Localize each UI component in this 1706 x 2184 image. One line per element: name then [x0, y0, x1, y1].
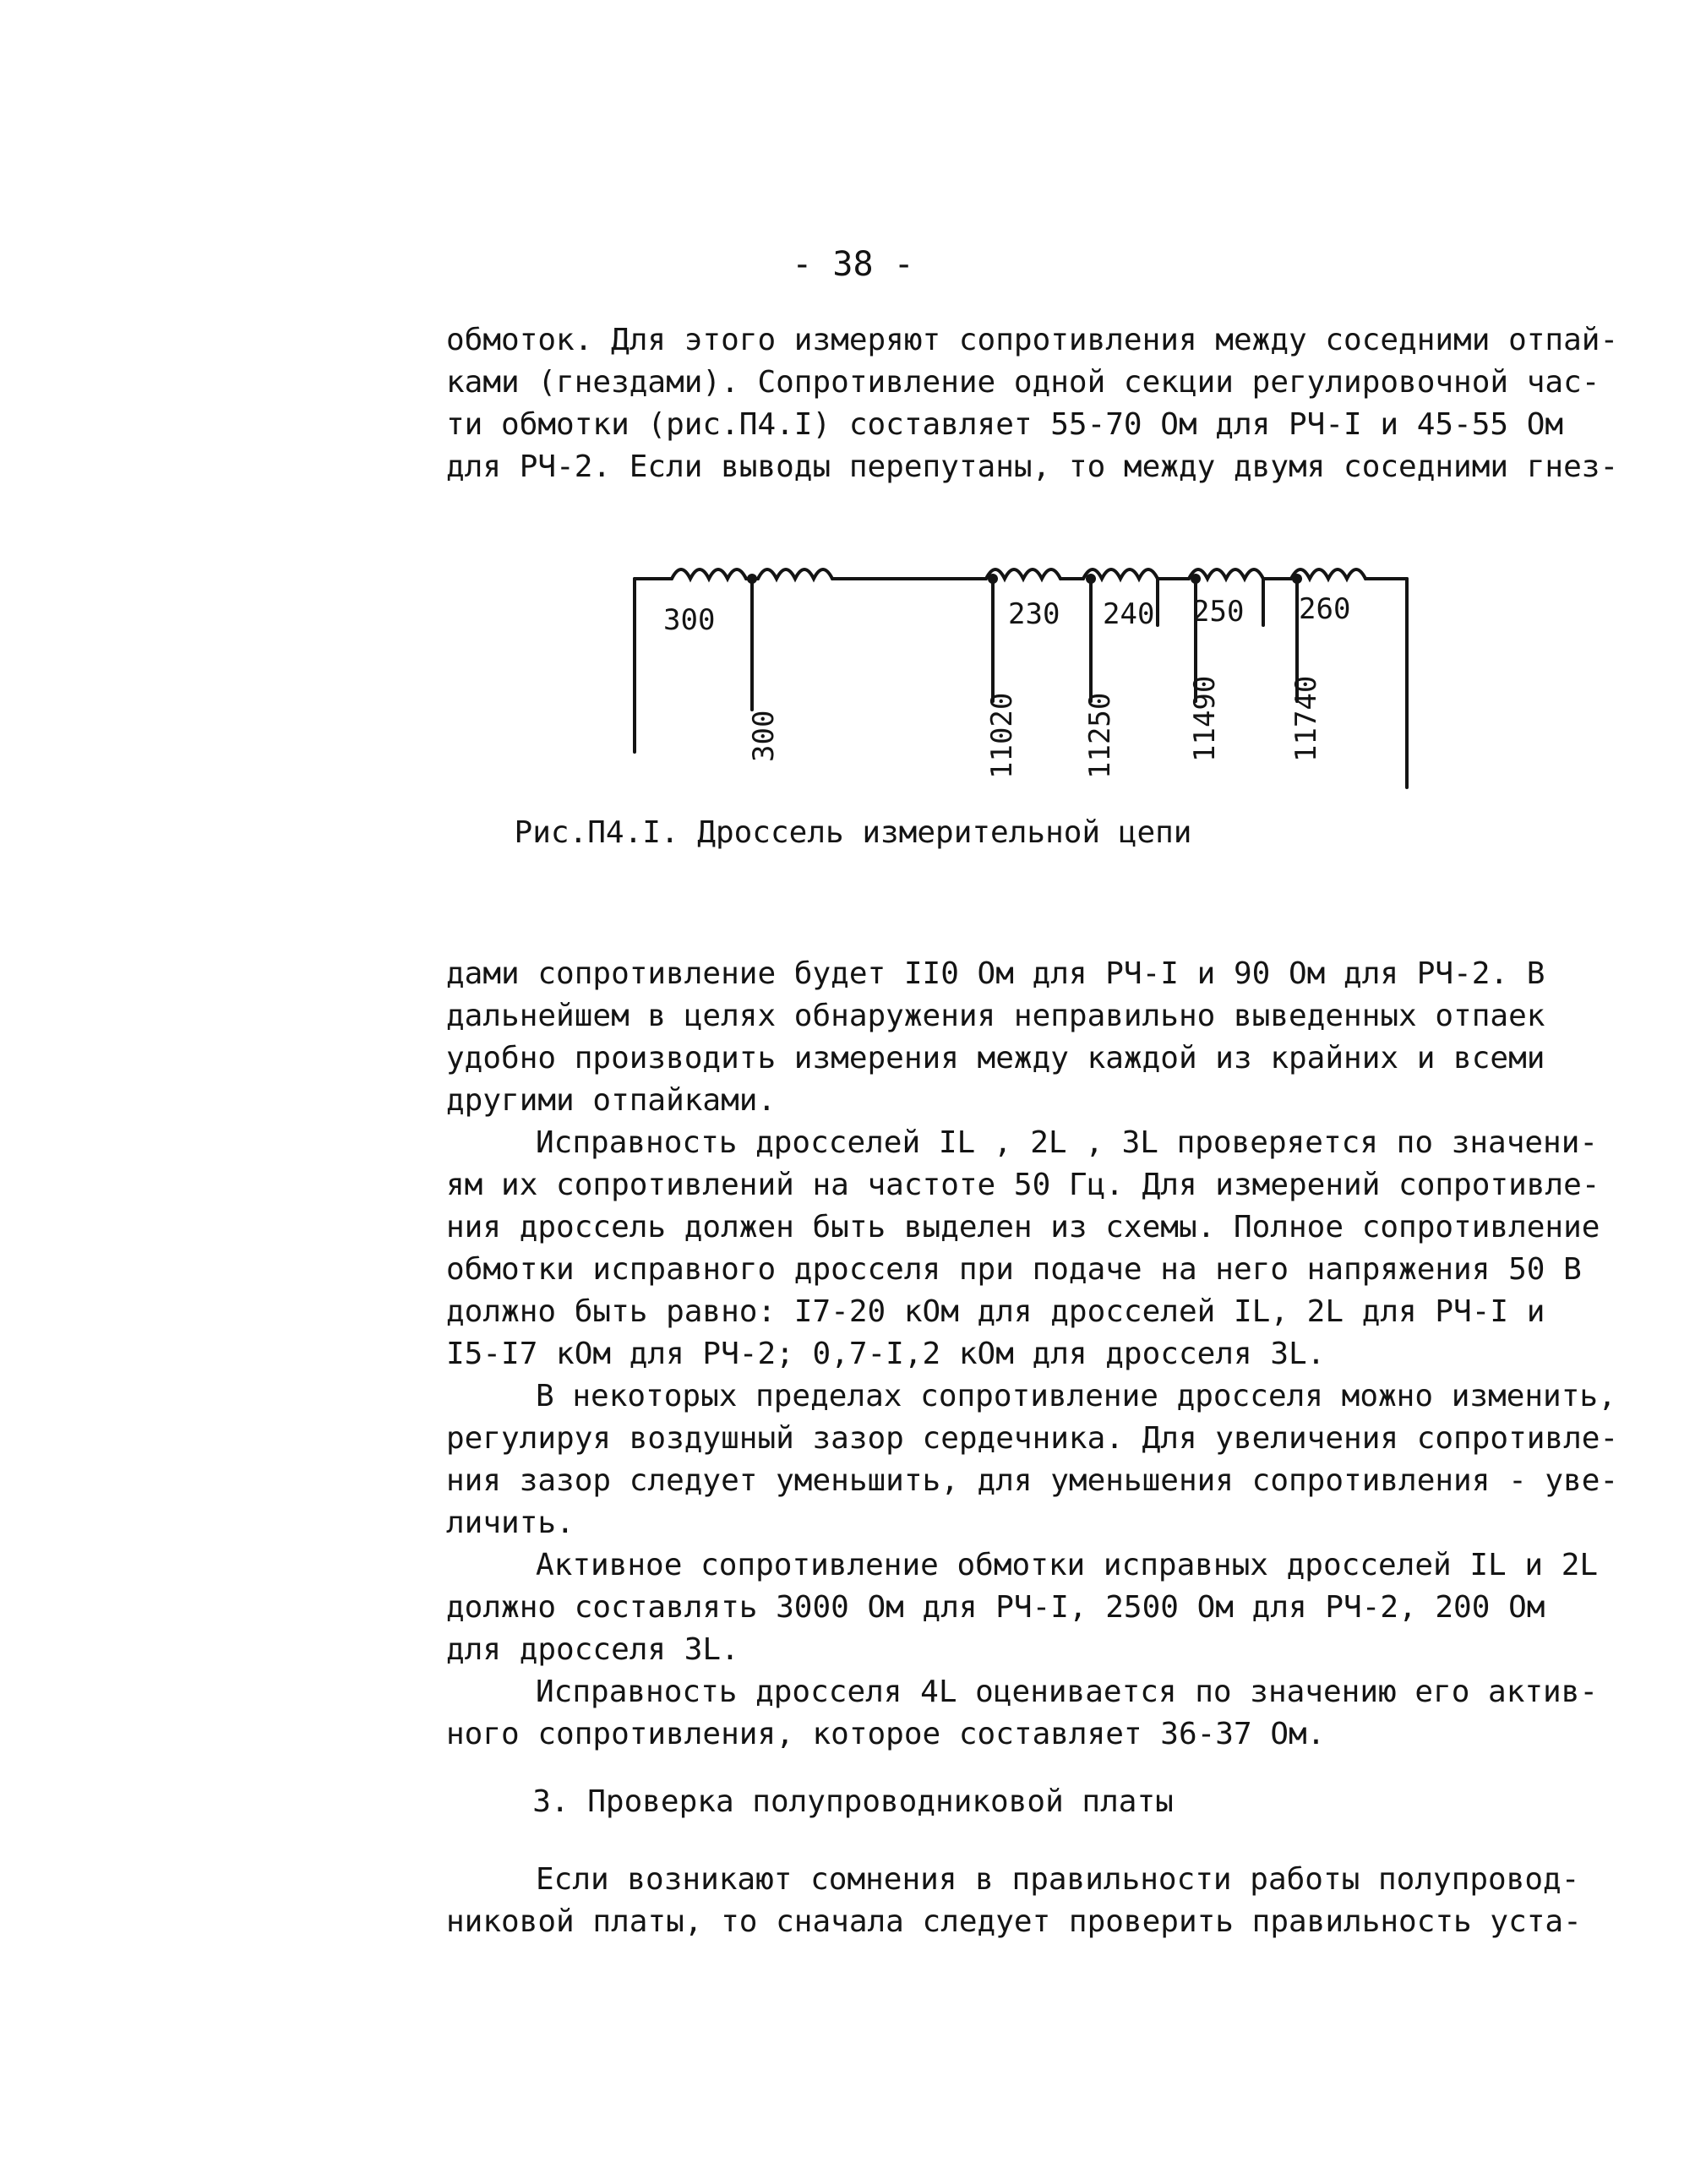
winding-label: 250 — [1192, 595, 1245, 629]
text-line: Если возникают сомнения в правильности работы полупровод- — [536, 1862, 1580, 1897]
section-heading: 3. Проверка полупроводниковой платы — [532, 1784, 1174, 1819]
winding-label: 260 — [1299, 592, 1351, 626]
text-line: должно составлять 3000 Ом для РЧ-I, 2500 Ом для РЧ-2, 200 Ом — [446, 1590, 1545, 1625]
text-line: удобно производить измерения между каждой из крайних и всеми — [446, 1041, 1545, 1076]
text-line: Активное сопротивление обмотки исправных дросселей IL и 2L — [536, 1548, 1599, 1582]
text-line: ния зазор следует уменьшить, для уменьшения сопротивления - уве- — [446, 1463, 1619, 1498]
page-number: - 38 - — [792, 245, 914, 284]
text-line: другими отпайками. — [446, 1083, 777, 1118]
tap-label: 11490 — [1188, 675, 1222, 762]
text-line: должно быть равно: I7-20 кОм для дросселей IL, 2L для РЧ-I и — [446, 1294, 1545, 1329]
tap-node — [988, 574, 998, 584]
text-line: I5-I7 кОм для РЧ-2; 0,7-I,2 кОм для дросселя 3L. — [446, 1337, 1326, 1371]
choke-schematic-svg — [621, 541, 1415, 794]
text-line: обмотки исправного дросселя при подаче на него напряжения 50 В — [446, 1252, 1582, 1287]
text-line: ния дроссель должен быть выделен из схемы. Полное сопротивление — [446, 1210, 1600, 1244]
text-line: дами сопротивление будет II0 Ом для РЧ-I и 90 Ом для РЧ-2. В — [446, 956, 1545, 991]
tap-label: 11740 — [1289, 675, 1323, 762]
text-line: никовой платы, то сначала следует проверить правильность уста- — [446, 1904, 1582, 1939]
text-line: регулируя воздушный зазор сердечника. Для увеличения сопротивле- — [446, 1421, 1619, 1456]
tap-node — [747, 574, 757, 584]
bottom-paragraph — [446, 1859, 1582, 1943]
figure-caption: Рис.П4.I. Дроссель измерительной цепи — [514, 815, 1192, 850]
winding-label: 240 — [1103, 597, 1155, 631]
winding-coil — [672, 569, 746, 579]
text-line: ного сопротивления, которое составляет 36-37 Ом. — [446, 1717, 1326, 1751]
tap-node — [1191, 574, 1201, 584]
text-line: ти обмотки (рис.П4.I) составляет 55-70 Ом для РЧ-I и 45-55 Ом — [446, 407, 1564, 442]
text-line: для РЧ-2. Если выводы перепутаны, то между двумя соседними гнез- — [446, 449, 1619, 484]
text-line: Исправность дросселей IL , 2L , 3L проверяется по значени- — [536, 1125, 1599, 1160]
winding-coil — [758, 569, 832, 579]
text-line: обмоток. Для этого измеряют сопротивления между соседними отпай- — [446, 323, 1619, 357]
tap-label: 11250 — [1083, 692, 1117, 779]
text-line: личить. — [446, 1506, 575, 1540]
winding-label: 230 — [1008, 597, 1060, 631]
winding-label: 300 — [663, 603, 716, 637]
tap-label: 300 — [747, 710, 781, 762]
tap-node — [1086, 574, 1096, 584]
text-line: В некоторых пределах сопротивление дросселя можно изменить, — [536, 1379, 1616, 1413]
text-line: Исправность дросселя 4L оценивается по значению его актив- — [536, 1675, 1599, 1709]
text-line: для дросселя 3L. — [446, 1632, 739, 1667]
tap-node — [1292, 574, 1302, 584]
text-line: дальнейшем в целях обнаружения неправильно выведенных отпаек — [446, 999, 1545, 1033]
choke-schematic — [621, 541, 1415, 794]
winding-coil — [1291, 569, 1365, 579]
text-line: ками (гнездами). Сопротивление одной секции регулировочной час- — [446, 365, 1600, 400]
top-paragraph — [446, 319, 1619, 488]
text-line: ям их сопротивлений на частоте 50 Гц. Для измерений сопротивле- — [446, 1168, 1600, 1202]
tap-label: 11020 — [985, 692, 1019, 779]
middle-paragraphs — [446, 953, 1619, 1756]
